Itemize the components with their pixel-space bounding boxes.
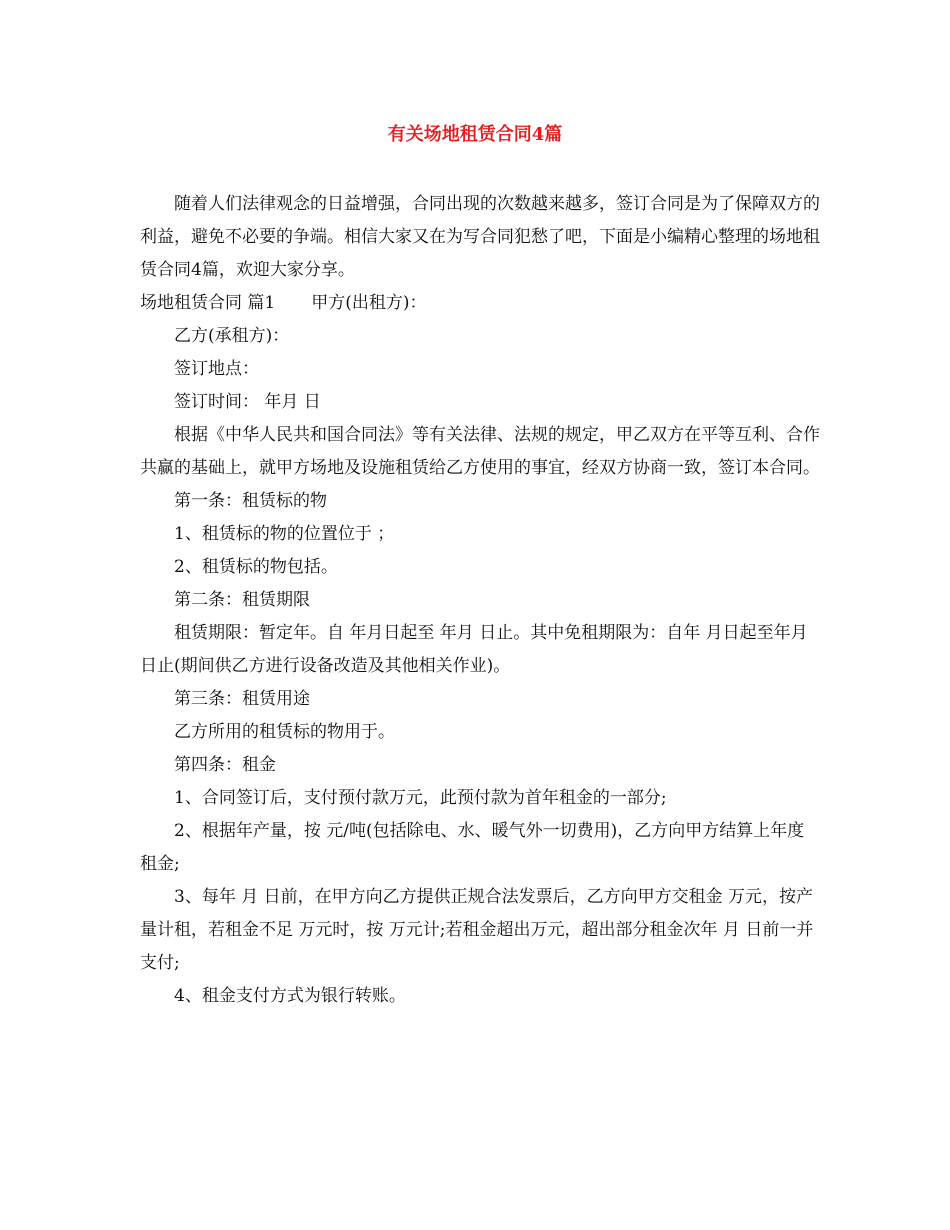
article-1-item-1: 1、租赁标的物的位置位于 ； (174, 524, 395, 544)
section-heading-line (140, 287, 820, 320)
document-title: 有关场地租赁合同4篇 (387, 124, 563, 145)
document-body (140, 188, 820, 1013)
section-heading: 场地租赁合同 篇1 (140, 293, 276, 313)
article-4-item-3: 3、每年 月 日前，在甲方向乙方提供正规合法发票后，乙方向甲方交租金 万元，按产量计租，若租金不足 万元时，按 万元计;若租金超出万元，超出部分租金次年 月 日前一并支付; (140, 887, 814, 973)
party-b-label: 乙方(承租方)： (174, 326, 290, 346)
article-2-title: 第二条：租赁期限 (174, 590, 310, 610)
sign-place-label: 签订地点： (174, 359, 259, 379)
intro-paragraph: 随着人们法律观念的日益增强，合同出现的次数越来越多，签订合同是为了保障双方的利益，避免不必要的争端。相信大家又在为写合同犯愁了吧，下面是小编精心整理的场地租赁合同4篇，欢迎大家分享。 (140, 194, 820, 280)
article-2-text: 租赁期限：暂定年。自 年月日起至 年月 日止。其中免租期限为：自年 月日起至年月 日止(期间供乙方进行设备改造及其他相关作业)。 (140, 623, 808, 676)
article-3-text: 乙方所用的租赁标的物用于。 (174, 722, 395, 742)
article-4-item-1: 1、合同签订后，支付预付款万元，此预付款为首年租金的一部分; (174, 788, 667, 808)
article-4-item-2: 2、根据年产量，按 元/吨(包括除电、水、暖气外一切费用)，乙方向甲方结算上年度租金; (140, 821, 805, 874)
article-1-title: 第一条：租赁标的物 (174, 491, 327, 511)
article-4-item-4: 4、租金支付方式为银行转账。 (174, 986, 406, 1006)
article-1-item-2: 2、租赁标的物包括。 (174, 557, 338, 577)
preamble-paragraph: 根据《中华人民共和国合同法》等有关法律、法规的规定，甲乙双方在平等互利、合作共赢的基础上，就甲方场地及设施租赁给乙方使用的事宜，经双方协商一致，签订本合同。 (140, 425, 820, 478)
article-4-title: 第四条：租金 (174, 755, 276, 775)
party-a-label: 甲方(出租方)： (311, 293, 427, 313)
sign-time-label: 签订时间： 年月 日 (174, 392, 321, 412)
article-3-title: 第三条：租赁用途 (174, 689, 310, 709)
